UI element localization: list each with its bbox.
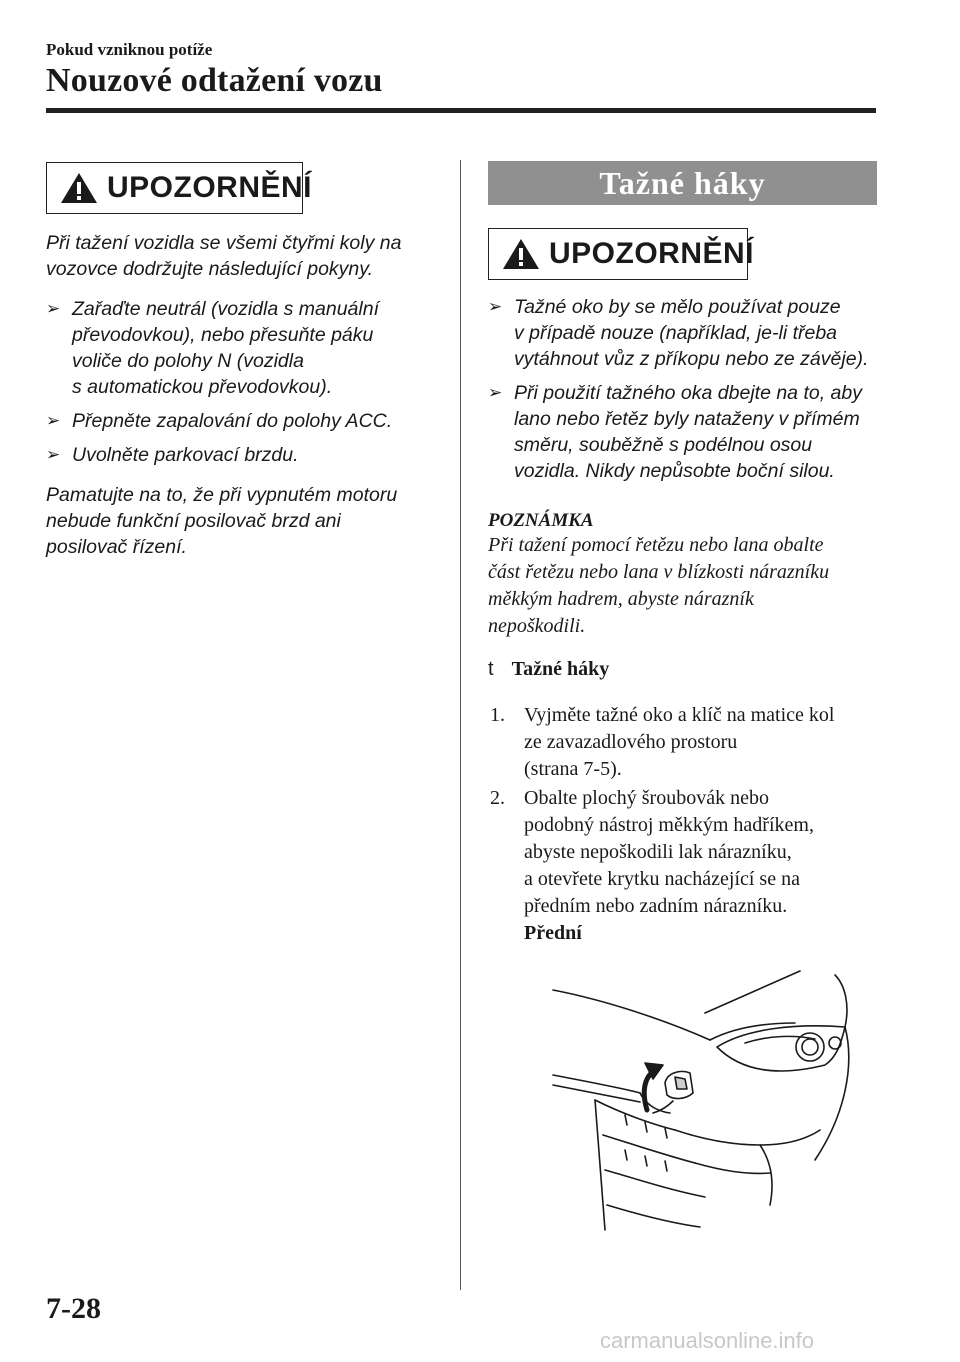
text-line: předním nebo zadním nárazníku.	[524, 895, 788, 917]
text-line: v případě nouze (například, je-li třeba	[514, 322, 838, 344]
outro-paragraph	[46, 482, 446, 560]
warning-box	[46, 162, 313, 214]
sub-heading-text: Tažné háky	[511, 658, 610, 680]
text-line: (strana 7-5).	[524, 758, 622, 780]
text-line: měkkým hadrem, abyste nárazník	[488, 588, 754, 610]
text-line: Uvolněte parkovací brzdu.	[72, 444, 299, 466]
text-line: Tažné oko by se mělo používat pouze	[514, 296, 841, 318]
text-line: Při použití tažného oka dbejte na to, aby	[514, 382, 862, 404]
text-line: s automatickou převodovkou).	[72, 376, 333, 398]
arrow-bullet-icon: ➢	[46, 299, 61, 318]
bullet-item	[488, 294, 888, 372]
text-line: ze zavazadlového prostoru	[524, 731, 738, 753]
arrow-bullet-icon: ➢	[488, 297, 503, 316]
text-line: nepoškodili.	[488, 615, 586, 637]
section-heading: Tažné háky	[488, 161, 877, 205]
text-line: vozovce dodržujte následující pokyny.	[46, 258, 373, 280]
arrow-bullet-icon: ➢	[46, 445, 61, 464]
arrow-bullet-icon: ➢	[488, 383, 503, 402]
text-line: Při tažení pomocí řetězu nebo lana obalte	[488, 534, 824, 556]
bullet-item	[46, 408, 446, 434]
text-line: Obalte plochý šroubovák nebo	[524, 787, 769, 809]
sub-heading	[488, 658, 609, 681]
note-text	[488, 532, 888, 640]
text-line: podobný nástroj měkkým hadříkem,	[524, 814, 814, 836]
bullet-item	[488, 380, 888, 484]
text-line: Přepněte zapalování do polohy ACC.	[72, 410, 393, 432]
text-line: převodovkou), nebo přesuňte páku	[72, 324, 374, 346]
text-line: nebude funkční posilovač brzd ani	[46, 510, 341, 532]
left-body	[46, 230, 446, 570]
right-warning-body	[488, 294, 888, 492]
front-bumper-illustration	[545, 965, 865, 1240]
header-rule	[46, 108, 876, 113]
text-line: Vyjměte tažné oko a klíč na matice kol	[524, 704, 835, 726]
text-line: Zařaďte neutrál (vozidla s manuální	[72, 298, 380, 320]
bullet-item	[46, 442, 446, 468]
text-line: směru, souběžně s podélnou osou	[514, 434, 813, 456]
note-block	[488, 510, 888, 640]
warning-icon	[501, 237, 541, 271]
left-warning	[46, 162, 313, 214]
right-warning	[488, 228, 755, 280]
steps-list	[490, 702, 890, 949]
figure-label: Přední	[524, 922, 582, 944]
step-item	[490, 785, 890, 947]
page-title: Nouzové odtažení vozu	[46, 62, 383, 99]
warning-box	[488, 228, 755, 280]
sub-heading-marker: t	[488, 658, 494, 680]
step-number: 1.	[490, 704, 505, 726]
text-line: část řetězu nebo lana v blízkosti nárazníku	[488, 561, 830, 583]
text-line: abyste nepoškodili lak nárazníku,	[524, 841, 792, 863]
text-line: posilovač řízení.	[46, 536, 187, 558]
arrow-bullet-icon: ➢	[46, 411, 61, 430]
step-item	[490, 702, 890, 783]
text-line: Při tažení vozidla se všemi čtyřmi koly na	[46, 232, 402, 254]
text-line: vytáhnout vůz z příkopu nebo ze závěje).	[514, 348, 869, 370]
step-number: 2.	[490, 787, 505, 809]
warning-label: UPOZORNĚNÍ	[549, 237, 755, 270]
text-line: Pamatujte na to, že při vypnutém motoru	[46, 484, 398, 506]
text-line: voliče do polohy N (vozidla	[72, 350, 304, 372]
note-title: POZNÁMKA	[488, 510, 594, 531]
column-divider	[460, 160, 461, 1290]
page-number: 7-28	[46, 1292, 101, 1325]
watermark: carmanualsonline.info	[600, 1328, 815, 1353]
warning-icon	[59, 171, 99, 205]
intro-paragraph	[46, 230, 446, 282]
text-line: lano nebo řetěz byly nataženy v přímém	[514, 408, 860, 430]
bullet-item	[46, 296, 446, 400]
warning-label: UPOZORNĚNÍ	[107, 171, 313, 204]
section-label: Pokud vzniknou potíže	[46, 40, 213, 59]
text-line: a otevřete krytku nacházející se na	[524, 868, 800, 890]
text-line: vozidla. Nikdy nepůsobte boční silou.	[514, 460, 835, 482]
